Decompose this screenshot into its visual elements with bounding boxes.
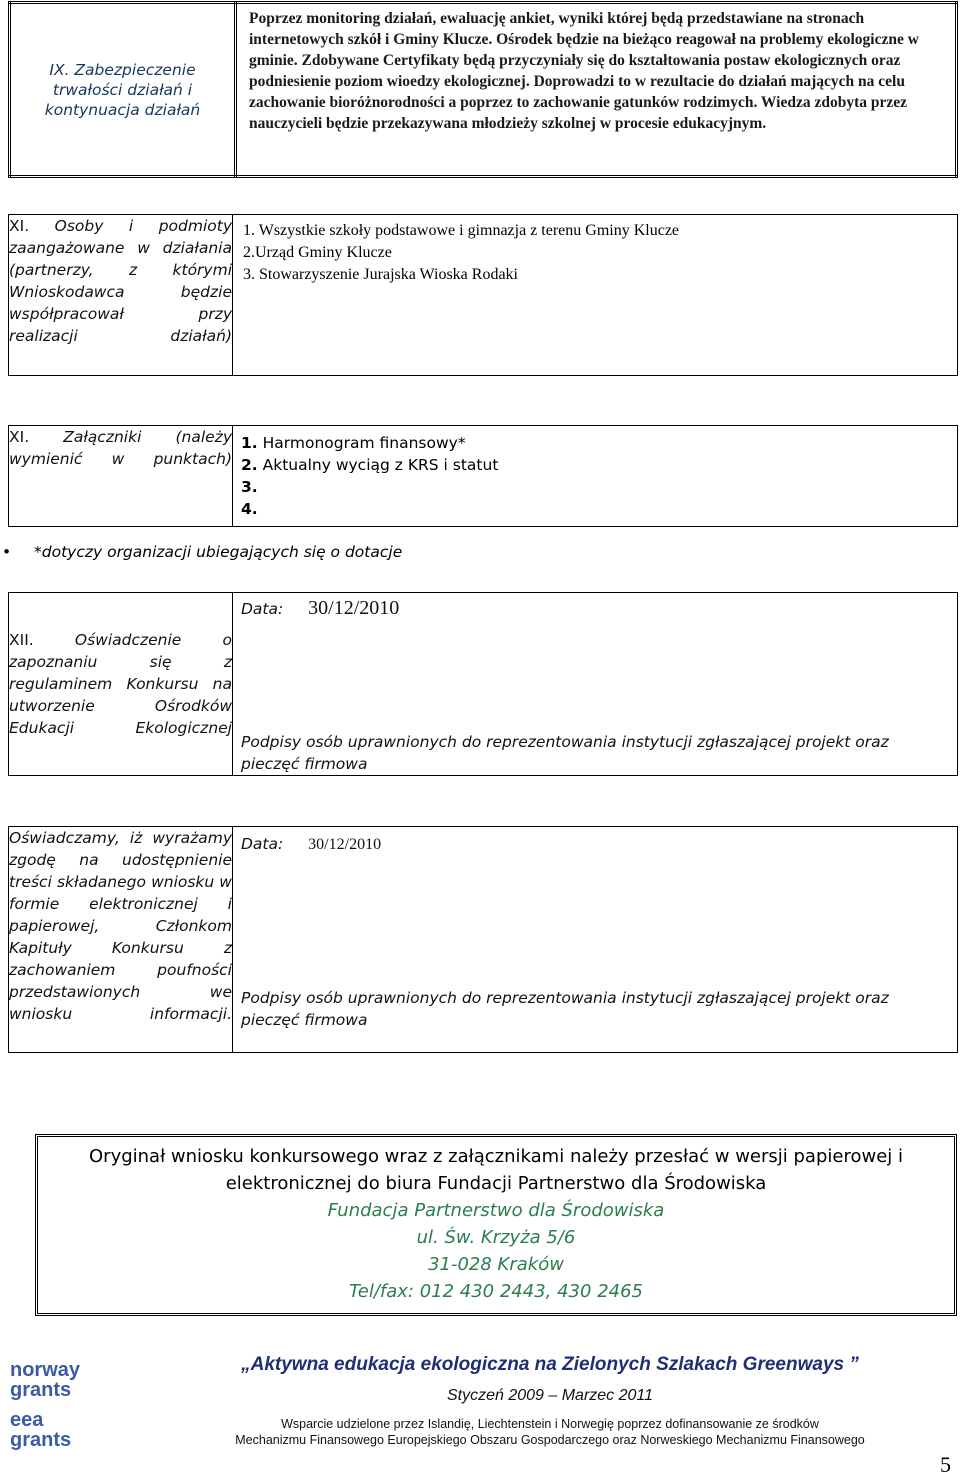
section-ix-text: Poprzez monitoring działań, ewaluację ankiet, wyniki której będą przedstawiane na stronach internetowych szkół i Gminy Klucze. Ośrodek będzie na bieżąco reagował na problemy ekologiczne w gminie. Zdobywane Certyfikaty będą przyczyniały się do kształtowania postaw ekologicznych oraz podniesienie poziom wioedzy ekologicznej. Doprowadzi to w rezultacie do działań mających na celu zachowanie bioróżnorodności a poprzez to zachowanie gatunków rodzimych. Wiedza zdobyta przez nauczycieli będzie przekazywana młodzieży szkolnej w procesie edukacyjnym. — [236, 3, 957, 177]
footer-title: „Aktywna edukacja ekologiczna na Zielonych Szlakach Greenways ” — [241, 1354, 859, 1375]
attachment-item: 1. Harmonogram finansowy* — [241, 434, 466, 452]
footer-support-line2: Mechanizmu Finansowego Europejskiego Obszaru Gospodarczego oraz Norweskiego Mechanizmu Finansowego — [235, 1433, 865, 1447]
contact-line1: Oryginał wniosku konkursowego wraz z załącznikami należy przesłać w wersji papierowej i — [89, 1146, 903, 1167]
date-value: 30/12/2010 — [308, 836, 382, 853]
section-xii-date — [241, 597, 399, 620]
section-xi-attachments-label — [9, 426, 233, 527]
footer-period: Styczeń 2009 – Marzec 2011 — [446, 1387, 654, 1404]
contact-street: ul. Św. Krzyża 5/6 — [416, 1227, 576, 1248]
section-xii-signature-text: Podpisy osób uprawnionych do reprezentowania instytucji zgłaszającej projekt oraz pieczęć firmowa — [241, 733, 889, 773]
date-label: Data: — [241, 835, 284, 853]
section-xi-partners-list — [233, 215, 958, 376]
date-label: Data: — [241, 600, 284, 618]
section-xii-table — [8, 592, 958, 776]
contact-box — [35, 1134, 957, 1316]
partner-item-2: 2.Urząd Gminy Klucze — [243, 244, 392, 261]
contact-phone: Tel/fax: 012 430 2443, 430 2465 — [348, 1281, 643, 1302]
section-xi-attachments-label-text: Załączniki (należy wymienić w punktach) — [9, 428, 232, 468]
consent-date — [241, 833, 381, 856]
contact-line2: elektronicznej do biura Fundacji Partnerstwo dla Środowiska — [225, 1173, 767, 1194]
date-value: 30/12/2010 — [308, 597, 400, 619]
section-xii-signature-cell — [233, 593, 958, 776]
footer-support — [230, 1416, 870, 1448]
section-xi-attachments-num: XI. — [9, 428, 30, 446]
section-ix-label-line3: kontynuacja działań — [44, 100, 201, 119]
section-xii-num: XII. — [9, 631, 34, 649]
attachment-item: 4. — [241, 500, 258, 518]
consent-label: Oświadczamy, iż wyrażamy zgodę na udostępnienie treści składanego wniosku w formie elektronicznej i papierowej, Członkom Kapituły Konkursu z zachowaniem poufności przedstawionych we wniosku informacji. — [9, 827, 233, 1053]
eea-grants-logo-line2: grants — [10, 1429, 72, 1451]
norway-grants-logo — [10, 1360, 90, 1400]
section-xii-label — [9, 593, 233, 776]
page-number: 5 — [940, 1452, 951, 1477]
eea-grants-logo-line1: eea — [10, 1409, 44, 1431]
consent-signature-cell — [233, 827, 958, 1053]
contact-city: 31-028 Kraków — [428, 1254, 564, 1275]
partner-item-3: 3. Stowarzyszenie Jurajska Wioska Rodaki — [243, 266, 518, 283]
attachment-item: 3. — [241, 478, 258, 496]
footer-support-line1: Wsparcie udzielone przez Islandię, Liechtenstein i Norwegię poprzez dofinansowanie ze środków — [281, 1417, 819, 1431]
section-ix-label — [10, 3, 236, 177]
section-xi-partners-label — [9, 215, 233, 376]
section-xi-partners-table — [8, 214, 958, 376]
section-xii-label-text: Oświadczenie o zapoznaniu się z regulaminem Konkursu na utworzenie Ośrodków Edukacji Ekologicznej — [9, 631, 232, 737]
norway-grants-logo-line2: grants — [10, 1379, 72, 1401]
attachment-item: 2. Aktualny wyciąg z KRS i statut — [241, 456, 499, 474]
section-ix-label-line1: IX. Zabezpieczenie — [49, 60, 196, 79]
consent-signature-text: Podpisy osób uprawnionych do reprezentowania instytucji zgłaszającej projekt oraz pieczęć firmowa — [241, 989, 889, 1029]
section-xi-partners-label-text: Osoby i podmioty zaangażowane w działania (partnerzy, z którymi Wnioskodawca będzie współpracował przy realizacji działań) — [9, 217, 232, 345]
norway-grants-logo-line1: norway — [10, 1359, 81, 1381]
attachments-footnote: • *dotyczy organizacji ubiegających się o dotacje — [2, 543, 403, 561]
contact-org: Fundacja Partnerstwo dla Środowiska — [327, 1200, 665, 1221]
bullet-icon: • — [2, 543, 12, 561]
partner-item-1: 1. Wszystkie szkoły podstawowe i gimnazja z terenu Gminy Klucze — [243, 222, 680, 239]
section-xi-attachments-table — [8, 425, 958, 527]
section-ix-table — [8, 1, 958, 178]
eea-grants-logo — [10, 1410, 90, 1450]
section-ix-label-line2: trwałości działań i — [52, 80, 193, 99]
consent-table — [8, 826, 958, 1053]
section-xi-partners-num: XI. — [9, 217, 30, 235]
section-xi-attachments-list — [233, 426, 958, 527]
